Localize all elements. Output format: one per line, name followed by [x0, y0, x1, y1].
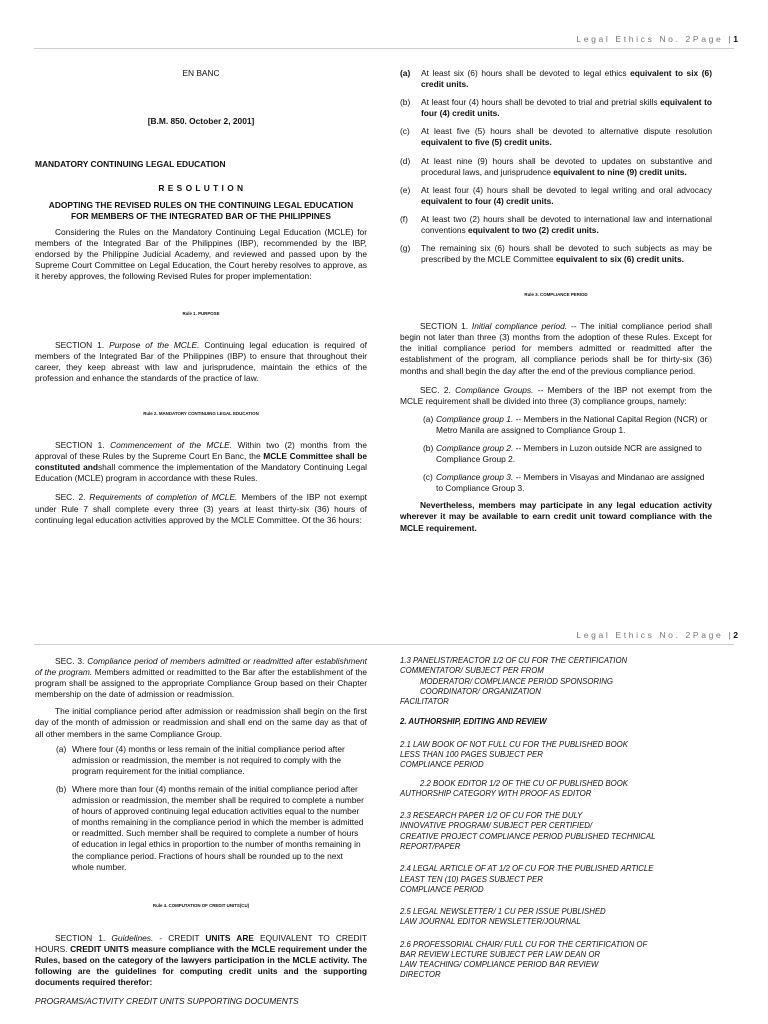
item-credit: equivalent to four (4) credit units. — [421, 195, 554, 206]
page-header — [576, 34, 738, 45]
group-title: Compliance group 3. — [436, 472, 514, 483]
cu-block-1-3 — [400, 656, 720, 707]
page1-right-column — [400, 68, 712, 534]
header-title: Legal Ethics No. 2Page | — [576, 630, 734, 640]
page2-left-column — [35, 656, 367, 1007]
cu-line: 2.2 BOOK EDITOR 1/2 OF THE CU OF PUBLISHED BOOK — [420, 778, 628, 788]
item-credit: equivalent to five (5) credit units. — [421, 137, 552, 148]
rule-1-heading: Rule 1. PURPOSE — [182, 311, 220, 317]
header-divider — [34, 48, 734, 49]
document-page-2 — [0, 630, 768, 1024]
item-label: (a) — [400, 68, 411, 78]
cu-line: 2.4 LEGAL ARTICLE OF AT 1/2 OF CU FOR THE PUBLISHED ARTICLE — [400, 864, 654, 874]
cu-line: LAW JOURNAL EDITOR NEWSLETTER/JOURNAL — [400, 917, 581, 927]
group-label: (b) — [423, 442, 434, 453]
cu-block-2-4 — [400, 864, 720, 895]
case-text: Where four (4) months or less remain of the initial compliance period after admission or readmission, the member is not required to comply with the program requirement for the initial compliance. — [72, 743, 345, 776]
resolution-subtitle-1: ADOPTING THE REVISED RULES ON THE CONTINUING LEGAL EDUCATION — [48, 200, 354, 211]
rule-3-heading: Rule 3. COMPLIANCE PERIOD — [524, 292, 588, 298]
cu-line: COMMENTATOR/ SUBJECT PER FROM — [400, 666, 544, 676]
cu-line: MODERATOR/ COMPLIANCE PERIOD SPONSORING — [420, 676, 613, 686]
item-label: (b) — [400, 97, 411, 108]
compliance-group-item — [400, 472, 712, 494]
resolution-subtitle-2: FOR MEMBERS OF THE INTEGRATED BAR OF THE PHILIPPINES — [71, 211, 331, 222]
rule-2-heading: Rule 2. MANDATORY CONTINUING LEGAL EDUCATION — [143, 411, 259, 417]
item-label: (e) — [400, 184, 411, 195]
cu-line: LESS THAN 100 PAGES SUBJECT PER — [400, 749, 543, 759]
case-label: (b) — [56, 783, 67, 794]
page-header — [576, 630, 738, 641]
item-label: (c) — [400, 126, 410, 137]
item-label: (g) — [400, 243, 411, 254]
page2-right-column — [400, 656, 720, 981]
cu-block-2-3 — [400, 811, 720, 852]
rule-4-heading: Rule 4. COMPUTATION OF CREDIT UNITS(CU) — [152, 902, 250, 908]
cu-line: REPORT/PAPER — [400, 841, 461, 851]
cu-block-2-2 — [400, 779, 720, 800]
cu-line: 1.3 PANELIST/REACTOR 1/2 OF CU FOR THE CERTIFICATION — [400, 656, 628, 665]
rule3-section3: SEC. 3. Compliance period of members admitted or readmitted after establishment of the program. Members admitted or readmitted to the Bar after the establishment of the program shall be assigned to the appropriate Compliance Group based on their Chapter membership on the date of admission or readmission. — [35, 656, 368, 700]
cu-line: CREATIVE PROJECT COMPLIANCE PERIOD PUBLISHED TECHNICAL — [400, 831, 656, 841]
cu-line: 2.3 RESEARCH PAPER 1/2 OF CU FOR THE DULY — [400, 811, 583, 821]
cu-line: INNOVATIVE PROGRAM/ SUBJECT PER CERTIFIED/ — [400, 821, 593, 831]
intro-paragraph: Considering the Rules on the Mandatory Continuing Legal Education (MCLE) for members of the Integrated Bar of the Philippines (IBP), recommended by the IBP, endorsed by the Philippine Judicial Academy, and reviewed and passed upon by the Supreme Court Committee on Legal Education, the Court hereby resolves to approve, as it hereby approves, the following Revised Rules for proper implementation: — [35, 226, 367, 281]
item-credit: equivalent to four (4) credit units. — [421, 97, 712, 119]
bm-reference: [B.M. 850. October 2, 2001] — [147, 116, 255, 127]
item-credit: equivalent to nine (9) credit units. — [553, 166, 687, 177]
group-title: Compliance group 2. — [436, 442, 514, 453]
compliance-group-item — [400, 414, 712, 436]
item-text: At least five (5) hours shall be devoted to alternative dispute resolution — [421, 126, 712, 137]
hours-item — [400, 156, 712, 178]
page-number: 1 — [733, 34, 738, 44]
rule1-section1: SECTION 1. Purpose of the MCLE. Continuing legal education is required of members of the Integrated Bar of the Philippines (IBP) to ensure that throughout their career, they keep abreast with law and jurisprudence, maintain the ethics of the profession and enhance the standards of the practice of law. — [35, 339, 368, 384]
cu-line: LEAST TEN (10) PAGES SUBJECT PER — [400, 874, 543, 884]
case-label: (a) — [56, 743, 67, 754]
item-credit: equivalent to six (6) credit units. — [555, 254, 684, 265]
header-divider — [34, 644, 734, 645]
nevertheless-paragraph: Nevertheless, members may participate in any legal education activity wherever it may be available to earn credit unit toward compliance with the MCLE requirement. — [400, 500, 712, 533]
cu-line: COORDINATOR/ ORGANIZATION — [420, 686, 541, 696]
cu-line: DIRECTOR — [400, 970, 441, 980]
group-label: (c) — [423, 472, 433, 483]
item-text: At least six (6) hours shall be devoted to legal ethics — [421, 68, 631, 78]
cu-line: 2.1 LAW BOOK OF NOT FULL CU FOR THE PUBLISHED BOOK — [400, 739, 628, 749]
en-banc-label: EN BANC — [182, 68, 220, 78]
rule2-section2: SEC. 2. Requirements of completion of MCLE. Members of the IBP not exempt under Rule 7 shall complete every three (3) years at least thirty-six (36) hours of continuing legal education activities approved by the MCLE Committee. Of the 36 hours: — [35, 492, 368, 525]
initial-period-paragraph: The initial compliance period after admission or readmission shall begin on the first day of the month of admission or readmission and shall end on the same day as that of all other members in the same Compliance Group. — [35, 706, 367, 739]
cu-line: BAR REVIEW LECTURE SUBJECT PER LAW DEAN OR — [400, 949, 601, 959]
admission-cases-list — [35, 744, 367, 873]
resolution-heading: R E S O L U T I O N — [158, 183, 244, 194]
hours-item — [400, 243, 712, 265]
hours-item — [400, 185, 712, 207]
hours-item — [400, 68, 712, 90]
item-label: (f) — [400, 213, 408, 224]
cu-line: 2.5 LEGAL NEWSLETTER/ 1 CU PER ISSUE PUBLISHED — [400, 907, 606, 917]
item-credit: equivalent to two (2) credit units. — [468, 225, 599, 236]
document-title: MANDATORY CONTINUING LEGAL EDUCATION — [35, 159, 226, 170]
cu-line: AUTHORSHIP CATEGORY WITH PROOF AS EDITOR — [400, 788, 592, 798]
admission-case-item — [35, 784, 367, 873]
compliance-groups-list — [400, 414, 712, 495]
cu-block-2-5 — [400, 907, 720, 928]
group-text: -- Members in the National Capital Region (NCR) or Metro Manila are assigned to Compliance Group 1. — [436, 413, 708, 435]
cu-line: 2.6 PROFESSORIAL CHAIR/ FULL CU FOR THE CERTIFICATION OF — [400, 939, 648, 949]
page1-left-column — [35, 68, 367, 526]
rule3-section1: SECTION 1. Initial compliance period. -- The initial compliance period shall begin not later than three (3) months from the adoption of these Rules. Except for the initial compliance period for members admitted or readmitted after the establishment of the program, all compliance periods shall be for thirty-six (36) months and shall begin the day after the end of the previous compliance period. — [400, 321, 712, 376]
rule4-section1: SECTION 1. Guidelines. - CREDIT UNITS ARE EQUIVALENT TO CREDIT HOURS. CREDIT UNITS measure compliance with the MCLE requirement under the Rules, based on the category of the lawyers participation in the MCLE activity. The following are the guidelines for computing credit units and the supporting documents required therefor: — [35, 932, 368, 987]
admission-case-item — [35, 744, 367, 777]
rule3-section2: SEC. 2. Compliance Groups. -- Members of the IBP not exempt from the MCLE requirement shall be divided into three (3) compliance groups, namely: — [400, 384, 713, 406]
case-text: Where more than four (4) months remain of the initial compliance period after admission or readmission, the member shall be required to complete a number of hours of approved continuing legal education activities equal to the number of months remaining in the compliance period in which the member is admitted or readmitted. Such member shall be required to complete a number of hours of education in legal ethics in proportion to the number of months remaining in the compliance period. Fractions of hours shall be rounded up to the next whole number. — [72, 783, 364, 872]
hours-requirement-list — [400, 68, 712, 265]
header-title: Legal Ethics No. 2Page | — [576, 34, 734, 44]
group-label: (a) — [423, 413, 434, 424]
hours-item — [400, 214, 712, 236]
hours-item — [400, 126, 712, 148]
item-label: (d) — [400, 155, 411, 166]
cu-line: LAW TEACHING/ COMPLIANCE PERIOD BAR REVIEW — [400, 960, 599, 970]
cu-line: COMPLIANCE PERIOD — [400, 760, 484, 770]
item-text: At least two (2) hours shall be devoted to international law and international conventions — [421, 213, 712, 236]
cu-line: FACILITATOR — [400, 697, 449, 707]
group-text: -- Members in Visayas and Mindanao are assigned to Compliance Group 3. — [436, 472, 705, 494]
item-text: At least four (4) hours shall be devoted to legal writing and oral advocacy — [421, 184, 712, 195]
item-text: At least four (4) hours shall be devoted to trial and pretrial skills — [421, 97, 661, 108]
cu-block-2-1 — [400, 740, 720, 771]
item-credit: equivalent to six (6) credit units. — [421, 68, 712, 90]
item-text: The remaining six (6) hours shall be devoted to such subjects as may be prescribed by the MCLE Committee — [421, 243, 712, 265]
item-text: At least nine (9) hours shall be devoted to updates on substantive and procedural laws, and jurisprudence — [421, 155, 712, 177]
cu-line: COMPLIANCE PERIOD — [400, 884, 484, 894]
programs-header: PROGRAMS/ACTIVITY CREDIT UNITS SUPPORTING DOCUMENTS — [35, 995, 299, 1006]
hours-item — [400, 97, 712, 119]
group-title: Compliance group 1. — [436, 413, 514, 424]
cu-block-2-6 — [400, 940, 720, 981]
authorship-heading: 2. AUTHORSHIP, EDITING AND REVIEW — [400, 717, 547, 727]
rule2-section1: SECTION 1. Commencement of the MCLE. Within two (2) months from the approval of these Rules by the Supreme Court En Banc, the MCLE Committee shall be constituted andshall commence the implementation of the Mandatory Continuing Legal Education (MCLE) program in accordance with these Rules. — [35, 440, 367, 484]
page-number: 2 — [733, 630, 738, 640]
group-text: -- Members in Luzon outside NCR are assigned to Compliance Group 2. — [436, 442, 702, 465]
compliance-group-item — [400, 443, 712, 465]
